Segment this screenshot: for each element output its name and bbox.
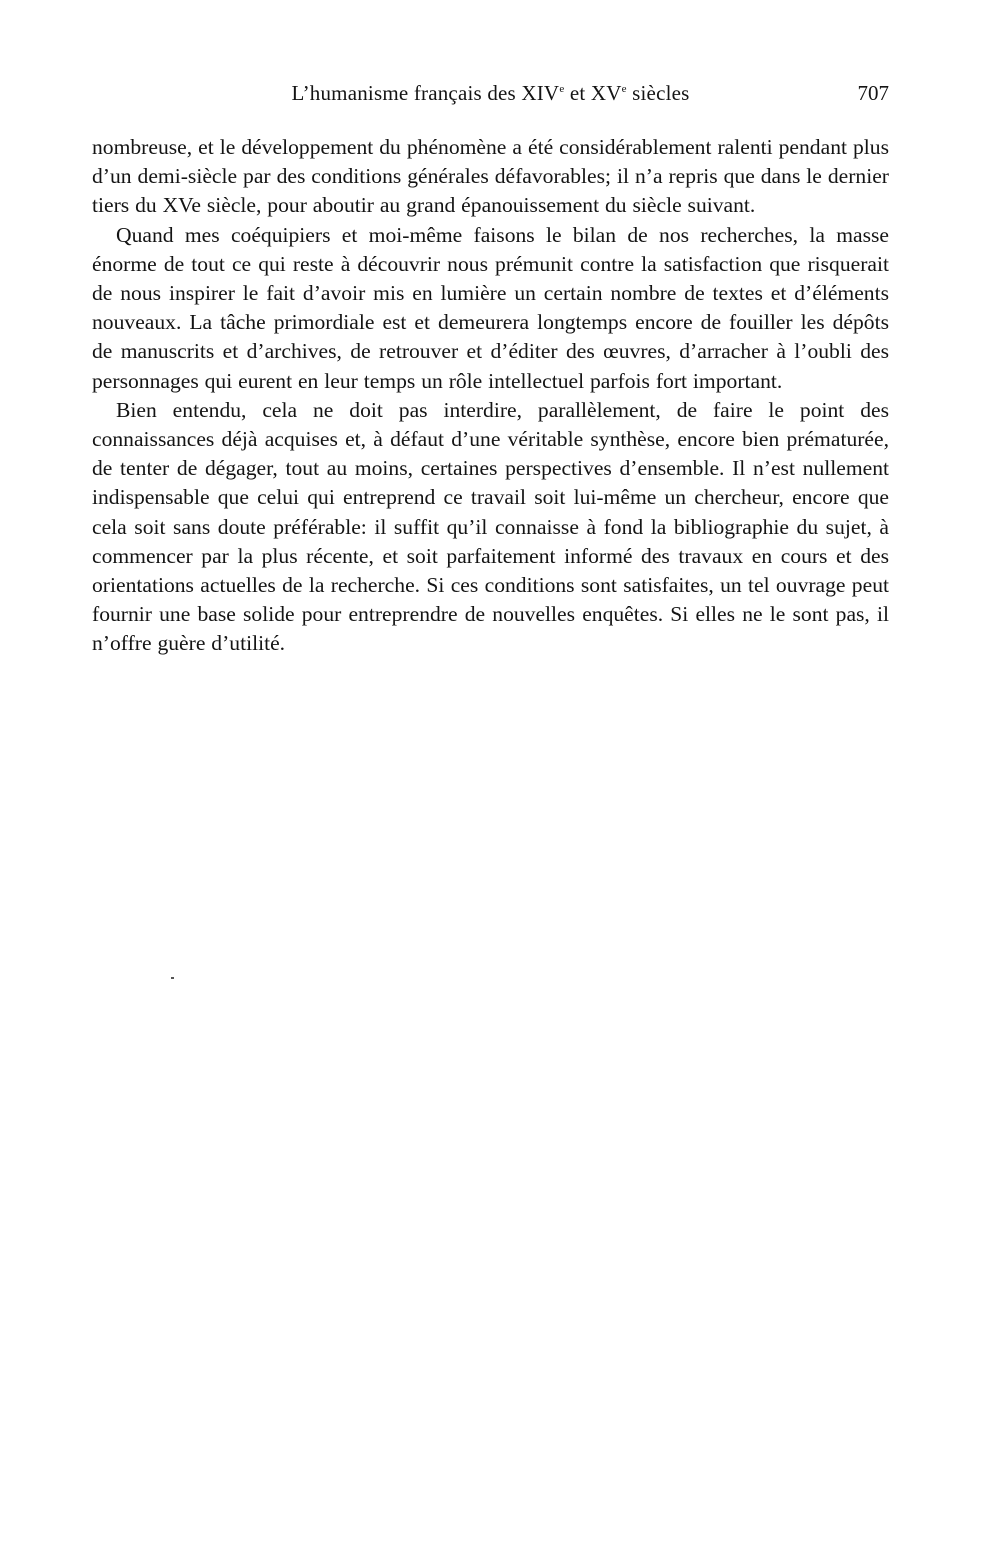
running-title-end: siècles <box>626 81 690 105</box>
running-title-superscript-2: e <box>621 83 627 95</box>
paragraph-continued: nombreuse, et le développement du phénomène a été considérablement ralenti pendant plus d’un demi-siècle par des conditions générales défavorables; il n’a repris que dans le dernier tiers du XVe siècle, pour aboutir au grand épanouissement du siècle suivant. <box>92 135 889 218</box>
paragraph: Quand mes coéquipiers et moi-même faisons le bilan de nos recherches, la masse énorme de tout ce qui reste à découvrir nous prémunit contre la satisfaction que risquerait de nous inspirer le fait d’avoir mis en lumière un certain nombre de textes et d’éléments nouveaux. La tâche primordiale est et demeurera longtemps encore de fouiller les dépôts de manuscrits et d’archives, de retrouver et d’éditer des œuvres, d’arracher à l’oubli des personnages qui eurent en leur temps un rôle intellectuel parfois fort important. <box>92 222 889 393</box>
book-page <box>92 0 889 1552</box>
stray-ink-mark <box>171 977 174 979</box>
running-title <box>92 78 889 108</box>
running-title-middle: et XV <box>564 81 622 105</box>
running-title-start: L’humanisme français des XIV <box>291 81 560 105</box>
running-head <box>92 78 889 108</box>
body-text <box>92 133 889 659</box>
running-title-superscript-1: e <box>559 83 565 95</box>
paragraph: Bien entendu, cela ne doit pas interdire, parallèlement, de faire le point des connaissances déjà acquises et, à défaut d’une véritable synthèse, encore bien prématurée, de tenter de dégager, tout au moins, certaines perspectives d’ensemble. Il n’est nullement indispensable que celui qui entreprend ce travail soit lui-même un chercheur, encore que cela soit sans doute préférable: il suffit qu’il connaisse à fond la bibliographie du sujet, à commencer par la plus récente, et soit parfaitement informé des travaux en cours et des orientations actuelles de la recherche. Si ces conditions sont satisfaites, un tel ouvrage peut fournir une base solide pour entreprendre de nouvelles enquêtes. Si elles ne le sont pas, il n’offre guère d’utilité. <box>92 397 889 656</box>
page-number: 707 <box>857 81 889 105</box>
